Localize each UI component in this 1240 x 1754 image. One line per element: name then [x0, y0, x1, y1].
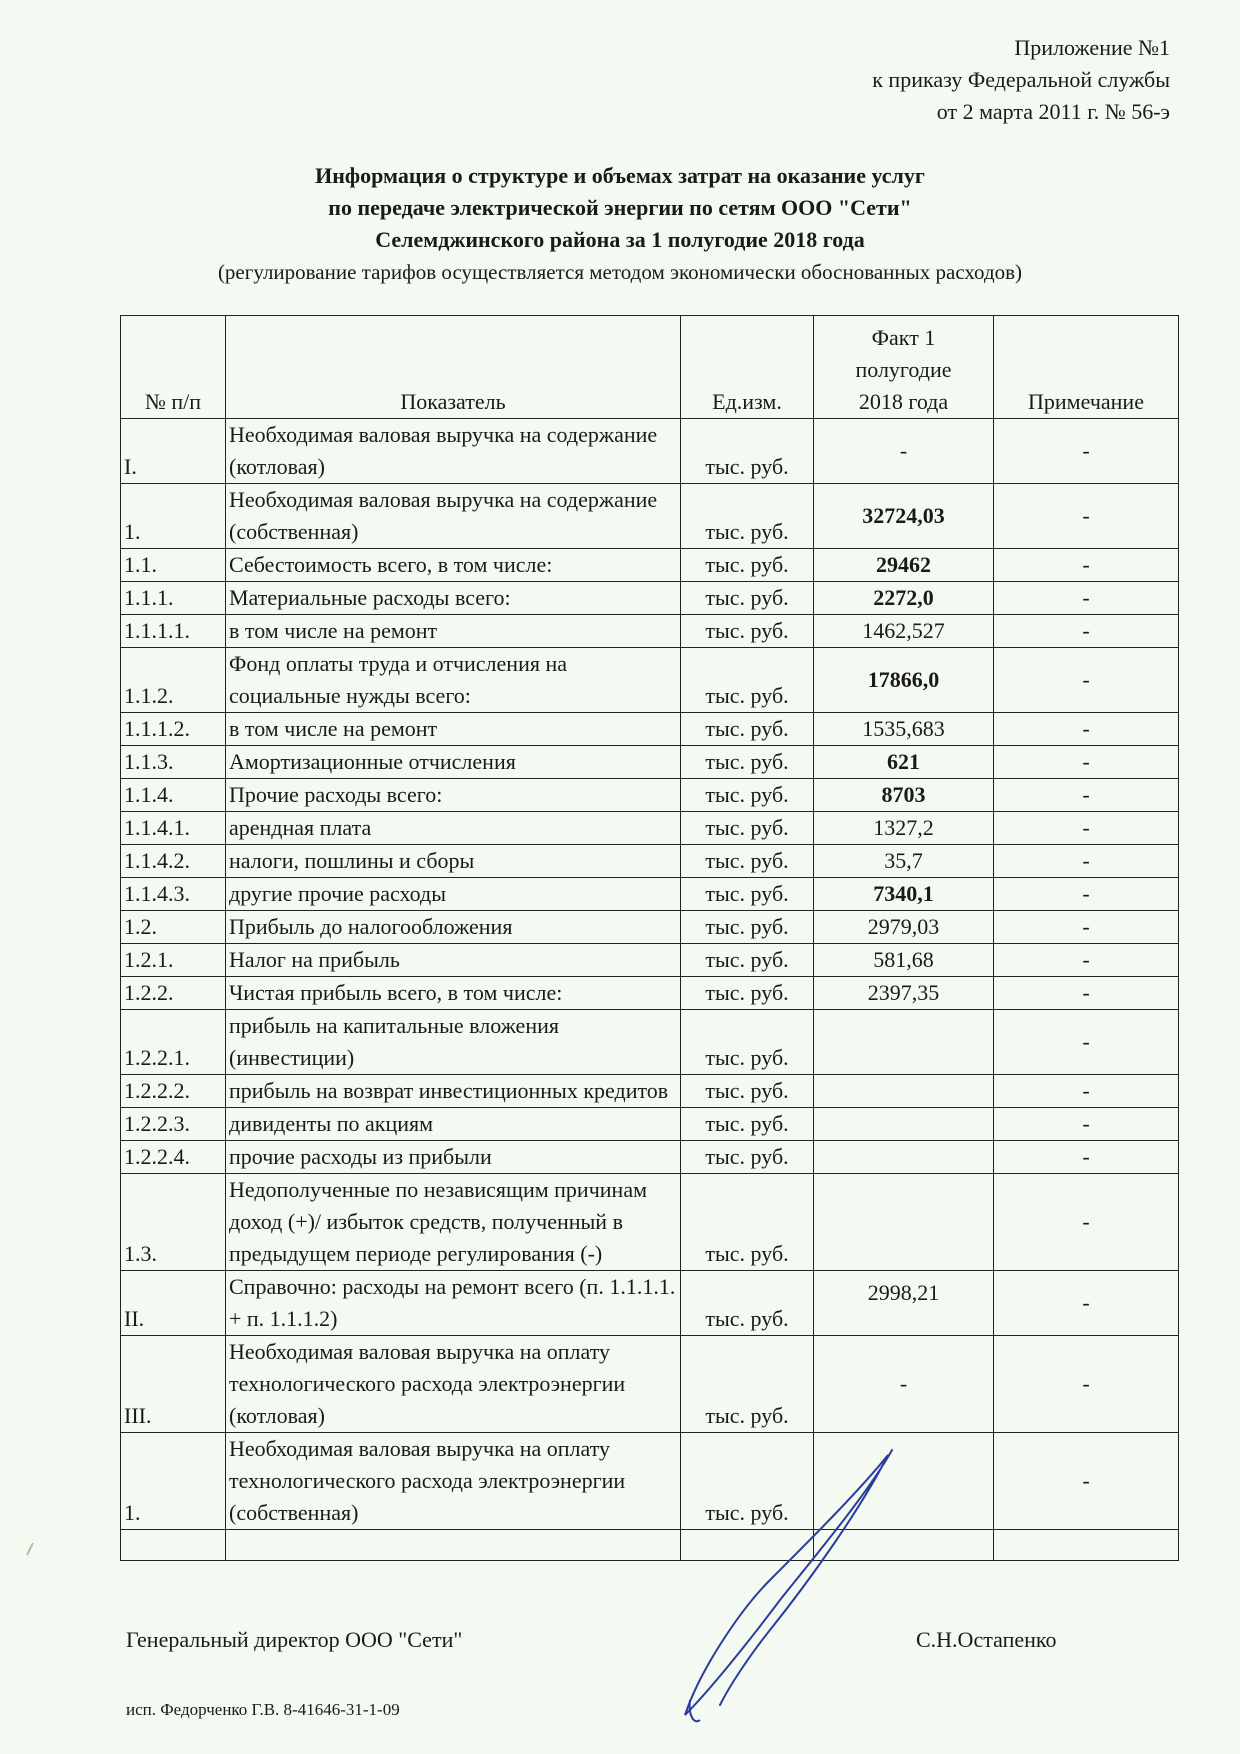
row-unit: тыс. руб. — [681, 1174, 814, 1271]
table-row — [121, 1271, 1179, 1336]
row-number: I. — [121, 419, 226, 484]
row-note: - — [994, 1433, 1179, 1530]
row-unit: тыс. руб. — [681, 615, 814, 648]
row-unit: тыс. руб. — [681, 977, 814, 1010]
row-unit: тыс. руб. — [681, 1141, 814, 1174]
table-row — [121, 878, 1179, 911]
row-note: - — [994, 615, 1179, 648]
row-number: 1.2.1. — [121, 944, 226, 977]
row-indicator: Необходимая валовая выручка на оплату технологического расхода электроэнергии (котловая) — [226, 1336, 681, 1433]
row-indicator: в том числе на ремонт — [226, 615, 681, 648]
row-indicator: Недополученные по независящим причинам доход (+)/ избыток средств, полученный в предыдущем периоде регулирования (-) — [226, 1174, 681, 1271]
row-unit: тыс. руб. — [681, 779, 814, 812]
row-number: 1.2.2. — [121, 977, 226, 1010]
row-value: 2272,0 — [814, 582, 994, 615]
row-value: 2979,03 — [814, 911, 994, 944]
table-row — [121, 615, 1179, 648]
table-row — [121, 845, 1179, 878]
row-unit: тыс. руб. — [681, 845, 814, 878]
row-unit: тыс. руб. — [681, 484, 814, 549]
row-number: 1.1.1.2. — [121, 713, 226, 746]
row-indicator: Необходимая валовая выручка на содержание (котловая) — [226, 419, 681, 484]
table-row — [121, 1010, 1179, 1075]
row-unit: тыс. руб. — [681, 419, 814, 484]
empty-cell — [121, 1530, 226, 1561]
table-row — [121, 944, 1179, 977]
appendix-line-2: к приказу Федеральной службы — [872, 67, 1170, 92]
table-row — [121, 648, 1179, 713]
row-number: 1.1.4.2. — [121, 845, 226, 878]
row-note: - — [994, 549, 1179, 582]
row-unit: тыс. руб. — [681, 582, 814, 615]
table-row — [121, 549, 1179, 582]
row-value: 1535,683 — [814, 713, 994, 746]
signer-name: С.Н.Остапенко — [916, 1627, 1057, 1652]
row-unit: тыс. руб. — [681, 1433, 814, 1530]
paper-mark — [25, 1542, 35, 1556]
row-unit: тыс. руб. — [681, 1010, 814, 1075]
row-number: 1.1.1.1. — [121, 615, 226, 648]
row-value: 29462 — [814, 549, 994, 582]
signature — [660, 1430, 910, 1730]
row-number: 1.3. — [121, 1174, 226, 1271]
row-note: - — [994, 419, 1179, 484]
table-row — [121, 1108, 1179, 1141]
row-note: - — [994, 1174, 1179, 1271]
appendix-header — [872, 32, 1170, 128]
executor-line: исп. Федорченко Г.В. 8-41646-31-1-09 — [126, 1700, 400, 1719]
header-fact: Факт 1 полугодие 2018 года — [814, 316, 994, 419]
row-note: - — [994, 582, 1179, 615]
row-indicator: другие прочие расходы — [226, 878, 681, 911]
row-number: III. — [121, 1336, 226, 1433]
row-unit: тыс. руб. — [681, 1336, 814, 1433]
row-unit: тыс. руб. — [681, 648, 814, 713]
row-note: - — [994, 1010, 1179, 1075]
header-num: № п/п — [121, 316, 226, 419]
row-note: - — [994, 1271, 1179, 1336]
row-note: - — [994, 845, 1179, 878]
row-number: 1.2.2.4. — [121, 1141, 226, 1174]
row-note: - — [994, 878, 1179, 911]
row-value: 32724,03 — [814, 484, 994, 549]
row-value: 1327,2 — [814, 812, 994, 845]
table-row — [121, 419, 1179, 484]
table-row-empty — [121, 1530, 1179, 1561]
row-unit: тыс. руб. — [681, 549, 814, 582]
row-note: - — [994, 1336, 1179, 1433]
row-indicator: налоги, пошлины и сборы — [226, 845, 681, 878]
row-value — [814, 1075, 994, 1108]
row-value: 35,7 — [814, 845, 994, 878]
row-value: - — [814, 1336, 994, 1433]
row-note: - — [994, 944, 1179, 977]
row-indicator: Фонд оплаты труда и отчисления на социальные нужды всего: — [226, 648, 681, 713]
table-row — [121, 1141, 1179, 1174]
row-unit: тыс. руб. — [681, 1108, 814, 1141]
row-number: 1.2.2.1. — [121, 1010, 226, 1075]
document-title — [0, 160, 1240, 288]
row-indicator: дивиденты по акциям — [226, 1108, 681, 1141]
row-number: 1.1.4.1. — [121, 812, 226, 845]
appendix-line-1: Приложение №1 — [1014, 35, 1170, 60]
row-unit: тыс. руб. — [681, 1075, 814, 1108]
empty-cell — [226, 1530, 681, 1561]
row-unit: тыс. руб. — [681, 878, 814, 911]
row-indicator: Прибыль до налогообложения — [226, 911, 681, 944]
row-indicator: Справочно: расходы на ремонт всего (п. 1.1.1.1. + п. 1.1.1.2) — [226, 1271, 681, 1336]
table-row — [121, 713, 1179, 746]
row-value — [814, 1174, 994, 1271]
row-unit: тыс. руб. — [681, 1271, 814, 1336]
row-note: - — [994, 1108, 1179, 1141]
row-number: II. — [121, 1271, 226, 1336]
row-note: - — [994, 713, 1179, 746]
table-row — [121, 779, 1179, 812]
row-value: 2397,35 — [814, 977, 994, 1010]
table-row — [121, 1336, 1179, 1433]
row-indicator: Материальные расходы всего: — [226, 582, 681, 615]
row-number: 1. — [121, 1433, 226, 1530]
title-line-2: по передаче электрической энергии по сетям ООО "Сети" — [328, 195, 912, 220]
row-value — [814, 1108, 994, 1141]
row-value: 1462,527 — [814, 615, 994, 648]
row-note: - — [994, 812, 1179, 845]
row-indicator: Амортизационные отчисления — [226, 746, 681, 779]
row-indicator: прочие расходы из прибыли — [226, 1141, 681, 1174]
table-row — [121, 582, 1179, 615]
header-unit: Ед.изм. — [681, 316, 814, 419]
row-indicator: Необходимая валовая выручка на содержание (собственная) — [226, 484, 681, 549]
row-indicator: прибыль на капитальные вложения (инвестиции) — [226, 1010, 681, 1075]
row-number: 1.1. — [121, 549, 226, 582]
row-value: 581,68 — [814, 944, 994, 977]
row-unit: тыс. руб. — [681, 746, 814, 779]
table-row — [121, 484, 1179, 549]
row-note: - — [994, 977, 1179, 1010]
table-row — [121, 911, 1179, 944]
row-value: 621 — [814, 746, 994, 779]
row-note: - — [994, 648, 1179, 713]
header-note: Примечание — [994, 316, 1179, 419]
table-row — [121, 1174, 1179, 1271]
row-indicator: арендная плата — [226, 812, 681, 845]
title-line-3: Селемджинского района за 1 полугодие 2018 года — [375, 227, 865, 252]
row-value: - — [814, 419, 994, 484]
row-number: 1.1.4.3. — [121, 878, 226, 911]
table-row — [121, 812, 1179, 845]
row-value: 17866,0 — [814, 648, 994, 713]
row-number: 1.1.1. — [121, 582, 226, 615]
row-number: 1.1.3. — [121, 746, 226, 779]
row-unit: тыс. руб. — [681, 911, 814, 944]
row-note: - — [994, 1075, 1179, 1108]
row-note: - — [994, 779, 1179, 812]
empty-cell — [994, 1530, 1179, 1561]
row-note: - — [994, 746, 1179, 779]
row-value: 2998,21 — [814, 1271, 994, 1336]
row-value — [814, 1010, 994, 1075]
title-subtitle: (регулирование тарифов осуществляется методом экономически обоснованных расходов) — [217, 260, 1023, 284]
row-indicator: в том числе на ремонт — [226, 713, 681, 746]
row-unit: тыс. руб. — [681, 944, 814, 977]
title-line-1: Информация о структуре и объемах затрат на оказание услуг — [315, 163, 925, 188]
row-note: - — [994, 484, 1179, 549]
header-indicator: Показатель — [226, 316, 681, 419]
row-note: - — [994, 911, 1179, 944]
row-number: 1.2.2.2. — [121, 1075, 226, 1108]
row-number: 1.1.4. — [121, 779, 226, 812]
row-value: 7340,1 — [814, 878, 994, 911]
row-number: 1.2. — [121, 911, 226, 944]
table-row — [121, 746, 1179, 779]
table-row — [121, 1075, 1179, 1108]
row-note: - — [994, 1141, 1179, 1174]
table-row — [121, 977, 1179, 1010]
row-indicator: Себестоимость всего, в том числе: — [226, 549, 681, 582]
row-number: 1.2.2.3. — [121, 1108, 226, 1141]
row-unit: тыс. руб. — [681, 812, 814, 845]
signer-position: Генеральный директор ООО "Сети" — [126, 1627, 463, 1652]
row-value — [814, 1141, 994, 1174]
cost-structure-table — [120, 315, 1179, 1561]
row-indicator: Необходимая валовая выручка на оплату технологического расхода электроэнергии (собственная) — [226, 1433, 681, 1530]
row-indicator: прибыль на возврат инвестиционных кредитов — [226, 1075, 681, 1108]
row-indicator: Налог на прибыль — [226, 944, 681, 977]
row-indicator: Чистая прибыль всего, в том числе: — [226, 977, 681, 1010]
row-number: 1. — [121, 484, 226, 549]
appendix-line-3: от 2 марта 2011 г. № 56-э — [936, 99, 1170, 124]
row-value: 8703 — [814, 779, 994, 812]
table-row — [121, 1433, 1179, 1530]
row-indicator: Прочие расходы всего: — [226, 779, 681, 812]
table-header-row — [121, 316, 1179, 419]
row-number: 1.1.2. — [121, 648, 226, 713]
row-unit: тыс. руб. — [681, 713, 814, 746]
